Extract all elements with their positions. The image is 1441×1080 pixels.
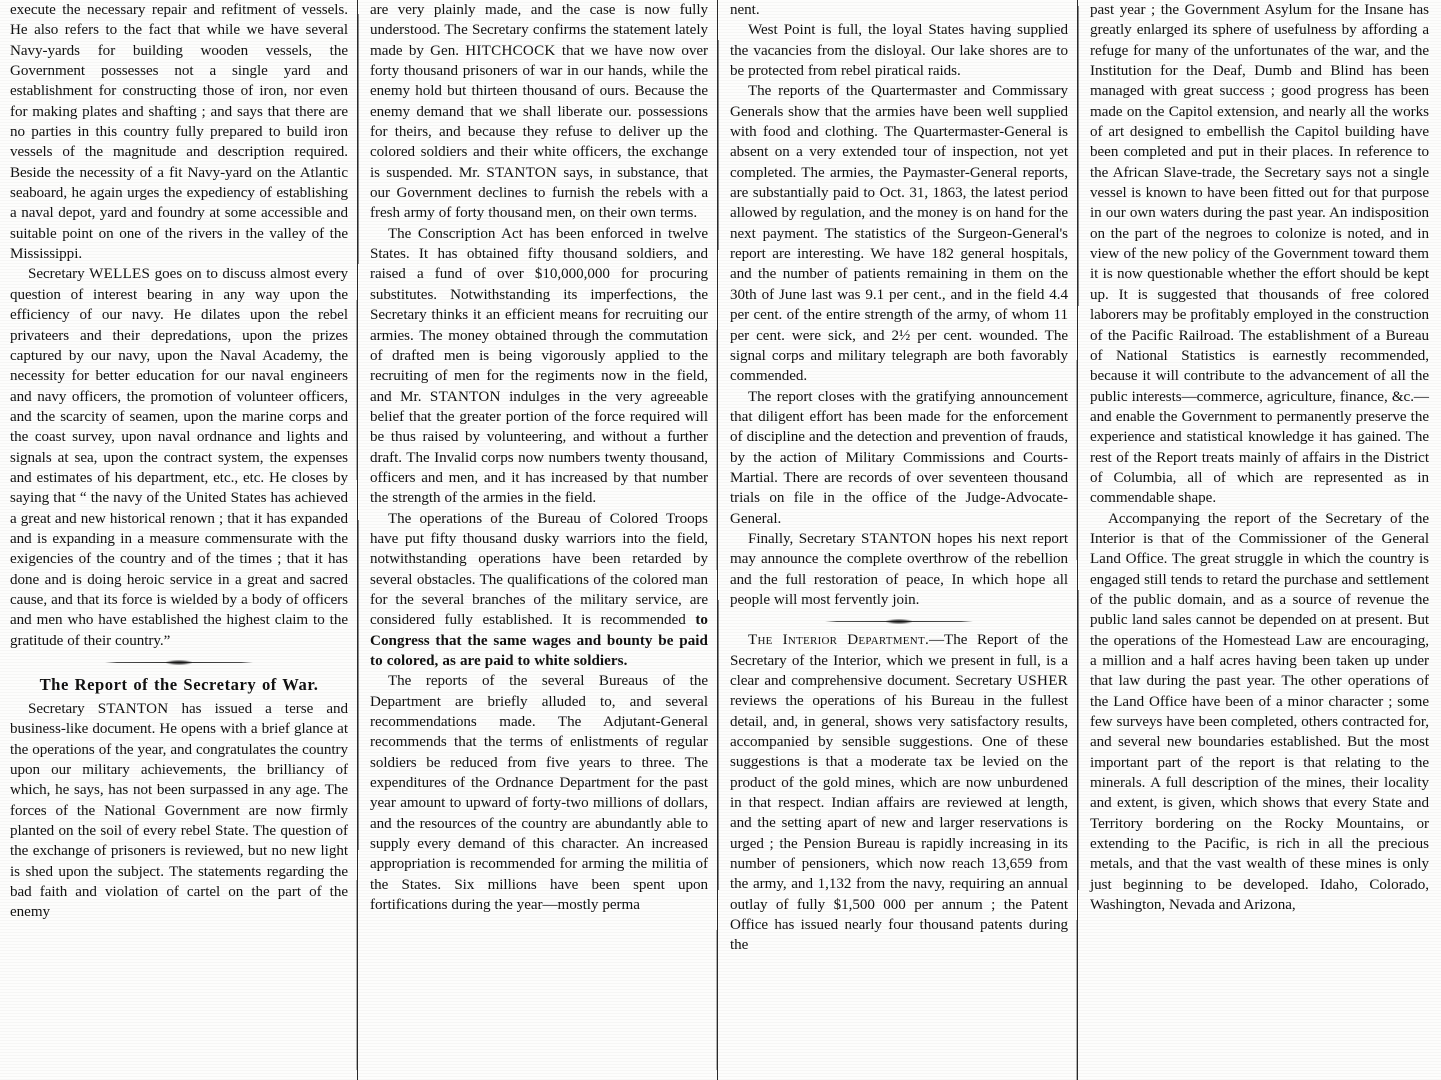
paragraph-text: that we have now over forty thousand prisoners of war in our hands, while the enemy hold but thirteen thousand of ours. Because the enemy demand that we shall liberate our. possessions for theirs, and because they refuse to deliver up the colored soldiers and their white officers, the exchange is suspended. xyxy=(370,42,708,181)
paragraph: nent. xyxy=(730,2,760,18)
paragraph: past year ; the Government Asylum for the Insane has greatly enlarged its sphere of usefulness by affording a refuge for many of the unfortunates of the war, and the Institution for the Deaf, Dumb and Blind has been managed with great success ; good progress has been made on the Capitol extension, and nearly all the works of art designed to embellish the Capitol building have been completed and put in their places. In reference to the African Slave-trade, the Secretary says not a single vessel is known to have been fitted out for that purpose in our own waters during the past year. An indisposition on the part of the negroes to colonize is noted, and in view of the new policy of the Government toward them it is now questionable whether the effort should be kept up. It is suggested that thousands of free colored laborers may be profitably employed in the construction of the Pacific Railroad. The establishment of a Bureau of National Statistics is earnestly recommended, because it will contribute to the advancement of all the public interests—commerce, agriculture, finance, &c.—and enable the Government to permanently preserve the experience and statistical knowledge it has gained. The rest of the Report treats mainly of affairs in the District of Columbia, all of which are represented as in commendable shape. xyxy=(1090,2,1429,507)
small-caps-name: STANTON xyxy=(97,701,169,717)
text-column-1 xyxy=(0,0,360,1080)
paragraph-text: The Conscription Act has been enforced in twelve States. It has obtained fifty thousand soldiers, and raised a fund of over $10,000,000 for procuring substitutes. Notwithstanding its imperfections, the Secretary thinks it an efficient means for recruiting our armies. The money obtained through the commutation of drafted men is being vigorously applied to the recruiting of men for the regiments now in the field, and Mr. xyxy=(370,225,708,405)
text-column-3 xyxy=(720,0,1080,1080)
paragraph: The report closes with the gratifying announcement that diligent effort has been made for the enforcement of discipline and the detection and prevention of frauds, by the action of Military Commissions and Courts-Martial. There are records of over seventeen thousand trials on file in the office of the Judge-Advocate-General. xyxy=(730,388,1068,527)
paragraph-text: has issued a terse and business-like document. He opens with a brief glance at the operations of the year, and congratulates the country upon our military achievements, the brilliancy of which, he says, has not been surpassed in any age. The forces of the National Government are now firmly planted on the soil of every rebel State. The question of the exchange of prisoners is reviewed, but no new light is shed upon the subject. The statements regarding the bad faith and violation of cartel on the part of the enemy xyxy=(10,701,348,921)
small-caps-name: WELLES xyxy=(89,266,151,283)
paragraph-text: Finally, Secretary xyxy=(748,530,861,547)
paragraph xyxy=(10,699,348,923)
paragraph xyxy=(730,529,1068,610)
emphasized-passage: to Congress that the same wages and bounty be paid to colored, as are paid to white soldiers. xyxy=(370,612,708,669)
paragraph-text: Secretary xyxy=(28,701,98,717)
decorative-rule xyxy=(730,613,1068,629)
text-column-2 xyxy=(360,0,720,1080)
small-caps-name: STANTON xyxy=(429,388,501,405)
paragraph xyxy=(730,630,1068,956)
small-caps-name: HITCHCOCK xyxy=(465,42,556,59)
paragraph: The reports of the Quartermaster and Commissary Generals show that the armies have been well supplied with food and clothing. The Quartermaster-General is absent on a very extended tour of inspection, not yet completed. The armies, the Paymaster-General reports, are substantially paid to Oct. 31, 1863, the latest period allowed by regulation, and the money is on hand for the next payment. The statistics of the Surgeon-General's report are interesting. We have 182 general hospitals, and the number of patients remaining in them on the 30th of June last was 9.1 per cent., and in the field 4.4 per cent. of the entire strength of the army, of whom 11 per cent. were sick, and 2½ per cent. wounded. The signal corps and military telegraph are both favorably commended. xyxy=(730,83,1068,385)
paragraph-text: hopes his next report may announce the complete overthrow of the rebellion and the full restoration of peace, In which hope all people will most fervently join. xyxy=(730,530,1068,608)
paragraph-text: goes on to discuss almost every question of interest bearing in any way upon the efficiency of our navy. He dilates upon the rebel privateers and their depredations, upon the prizes captured by our navy, upon the Naval Academy, the necessity for better education for our naval engineers and navy officers, the promotion of volunteer officers, and the scarcity of seamen, upon the marine corps and the coast survey, upon naval ordnance and lights and signals at sea, upon the contract system, the expenses and estimates of his department, etc., etc. He closes by saying that “ the navy of the United States has achieved a great and new historical renown ; that it has expanded and is expanding in a measure commensurate with the exigencies of the country and of the times ; that it has done and is doing heroic service in a great and sacred cause, and that its force is wielded by a body of officers and men who have established the highest claim to the gratitude of their country.” xyxy=(10,266,349,649)
paragraph: Accompanying the report of the Secretary of the Interior is that of the Commissioner of the General Land Office. The great struggle in which the country is engaged still tends to retard the purchase and settlement of the public domain, and as a source of revenue the public land sales cannot be depended on at present. But the operations of the Homestead Law are encouraging, a million and a half acres having been taken up under that law during the past year. The other operations of the Land Office have been of a minor character ; some few surveys have been completed, others contracted for, and several new boundaries established. But the most important part of the report is that relating to the minerals. A full description of the mines, their locality and extent, is given, which shows that every State and Territory bordering on the Rocky Mountains, or extending to the Pacific, is rich in all the precious metals, and that the vast wealth of these mines is only just beginning to be developed. Idaho, Colorado, Washington, Nevada and Arizona, xyxy=(1090,510,1429,914)
rule-knot xyxy=(886,619,912,624)
paragraph-text: says, in substance, that our Government declines to furnish the rebels with a fresh army of forty thousand men, on their own terms. xyxy=(370,164,708,222)
text-column-4 xyxy=(1080,0,1441,1080)
paragraph: execute the necessary repair and refitment of vessels. He also refers to the fact that while we have several Navy-yards for building wooden vessels, the Government possesses not a single yard and establishment for constructing those of iron, nor even for making plates and shafting ; and says that there are no parties in this country fully prepared to build iron vessels of the magnitude and description required. Beside the necessity of a fit Navy-yard on the Atlantic seaboard, he again urges the expediency of establishing a naval depot, yard and foundry at some accessible and suitable point on one of the rivers in the valley of the Mississippi. xyxy=(10,2,348,263)
paragraph xyxy=(370,0,708,224)
paragraph-text: reviews the operations of his Bureau in the fullest detail, and, in general, shows very satisfactory results, accompanied by sensible suggestions. One of these suggestions is that a moderate tax be levied on the product of the gold mines, which are now unburdened in that respect. Indian affairs are reviewed at length, and the setting apart of new and larger reservations is urged ; the Pension Bureau is rapidly increasing in its number of pensioners, which now reach 13,659 from the army, and 1,132 from the navy, requiring an annual outlay of fully $1,500 000 per annum ; the Patent Office has issued nearly four thousand patents during the xyxy=(730,693,1068,954)
small-caps-name: USHER xyxy=(1017,673,1068,689)
paragraph-text: Secretary xyxy=(28,266,90,283)
paragraph-text: The operations of the Bureau of Colored Troops have put fifty thousand dusky warriors into the field, notwithstanding operations have been retarded by several obstacles. The qualifications of the colored man for the several branches of the military service, are considered fully established. It is recommended xyxy=(370,510,708,629)
paragraph-text: Mr. xyxy=(452,164,487,181)
rule-knot xyxy=(166,660,192,665)
paragraph xyxy=(370,224,708,509)
paragraph: West Point is full, the loyal States having supplied the vacancies from the disloyal. Our lake shores are to be protected from rebel piratical raids. xyxy=(730,22,1068,80)
small-caps-name: STANTON xyxy=(860,530,932,547)
decorative-rule xyxy=(10,654,348,670)
paragraph xyxy=(370,509,708,672)
section-headline: The Report of the Secretary of War. xyxy=(39,675,319,694)
paragraph: The reports of the several Bureaus of the Department are briefly alluded to, and several recommendations made. The Adjutant-General recommends that the terms of enlistments of regular soldiers be reduced from five years to three. The expenditures of the Ordnance Department for the past year amount to upward of forty-two millions of dollars, and the resources of the country are abundantly able to supply every demand of this character. An increased appropriation is recommended for arming the militia of the States. Six millions have been spent upon fortifications during the year—mostly perma xyxy=(370,673,708,914)
paragraph xyxy=(10,264,348,651)
paragraph-text: —The Report of the Secretary of the Interior, which we present in full, is a clear and comprehensive document. Secretary xyxy=(730,632,1068,689)
paragraph-text: indulges in the very agreeable belief that the greater portion of the force required will be thus raised by volunteering, and without a further draft. The Invalid corps now numbers twenty thousand, officers and men, and it has increased by that number the strength of the armies in the field. xyxy=(370,388,708,507)
section-lead-smallcaps: The Interior Department. xyxy=(748,632,929,649)
small-caps-name: STANTON xyxy=(486,164,558,181)
paragraph-text: are very plainly made, and the case is now fully understood. The Secretary confirms the statement lately made by Gen. xyxy=(370,2,708,59)
